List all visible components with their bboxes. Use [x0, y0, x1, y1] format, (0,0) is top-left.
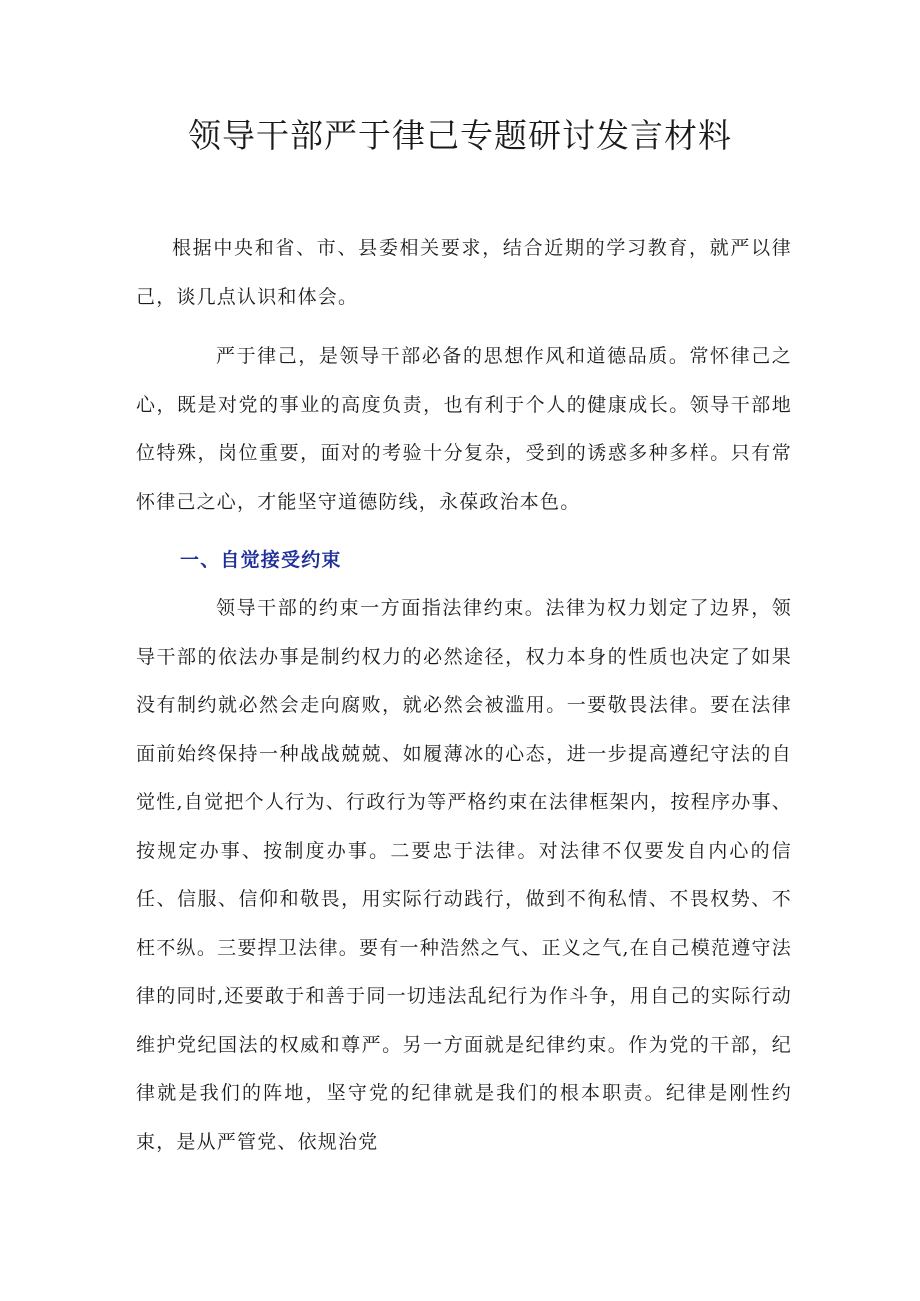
- section-paragraph: 领导干部的约束一方面指法律约束。法律为权力划定了边界，领导干部的依法办事是制约权力的必然途径，权力本身的性质也决定了如果没有制约就必然会走向腐败，就必然会被滥用。一要敬畏法律。要在法律面前始终保持一种战战兢兢、如履薄冰的心态，进一步提高遵纪守法的自觉性,自觉把个人行为、行政行为等严格约束在法律框架内，按程序办事、按规定办事、按制度办事。二要忠于法律。对法律不仅要发自内心的信任、信服、信仰和敬畏，用实际行动践行，做到不徇私情、不畏权势、不枉不纵。三要捍卫法律。要有一种浩然之气、正义之气,在自己模范遵守法律的同时,还要敢于和善于同一切违法乱纪行为作斗争，用自己的实际行动维护党纪国法的权威和尊严。另一方面就是纪律约束。作为党的干部，纪律就是我们的阵地，坚守党的纪律就是我们的根本职责。纪律是刚性约束，是从严管党、依规治党: [136, 597, 792, 1153]
- section-heading: 一、自觉接受约束: [180, 549, 342, 571]
- self-discipline-paragraph: 严于律己，是领导干部必备的思想作风和道德品质。常怀律己之心，既是对党的事业的高度负责，也有利于个人的健康成长。领导干部地位特殊，岗位重要，面对的考验十分复杂，受到的诱惑多种多样。只有常怀律己之心，才能坚守道德防线，永葆政治本色。: [136, 345, 792, 513]
- document-title: 领导干部严于律己专题研讨发言材料: [188, 116, 732, 155]
- intro-paragraph: 根据中央和省、市、县委相关要求，结合近期的学习教育，就严以律己，谈几点认识和体会。: [136, 237, 792, 308]
